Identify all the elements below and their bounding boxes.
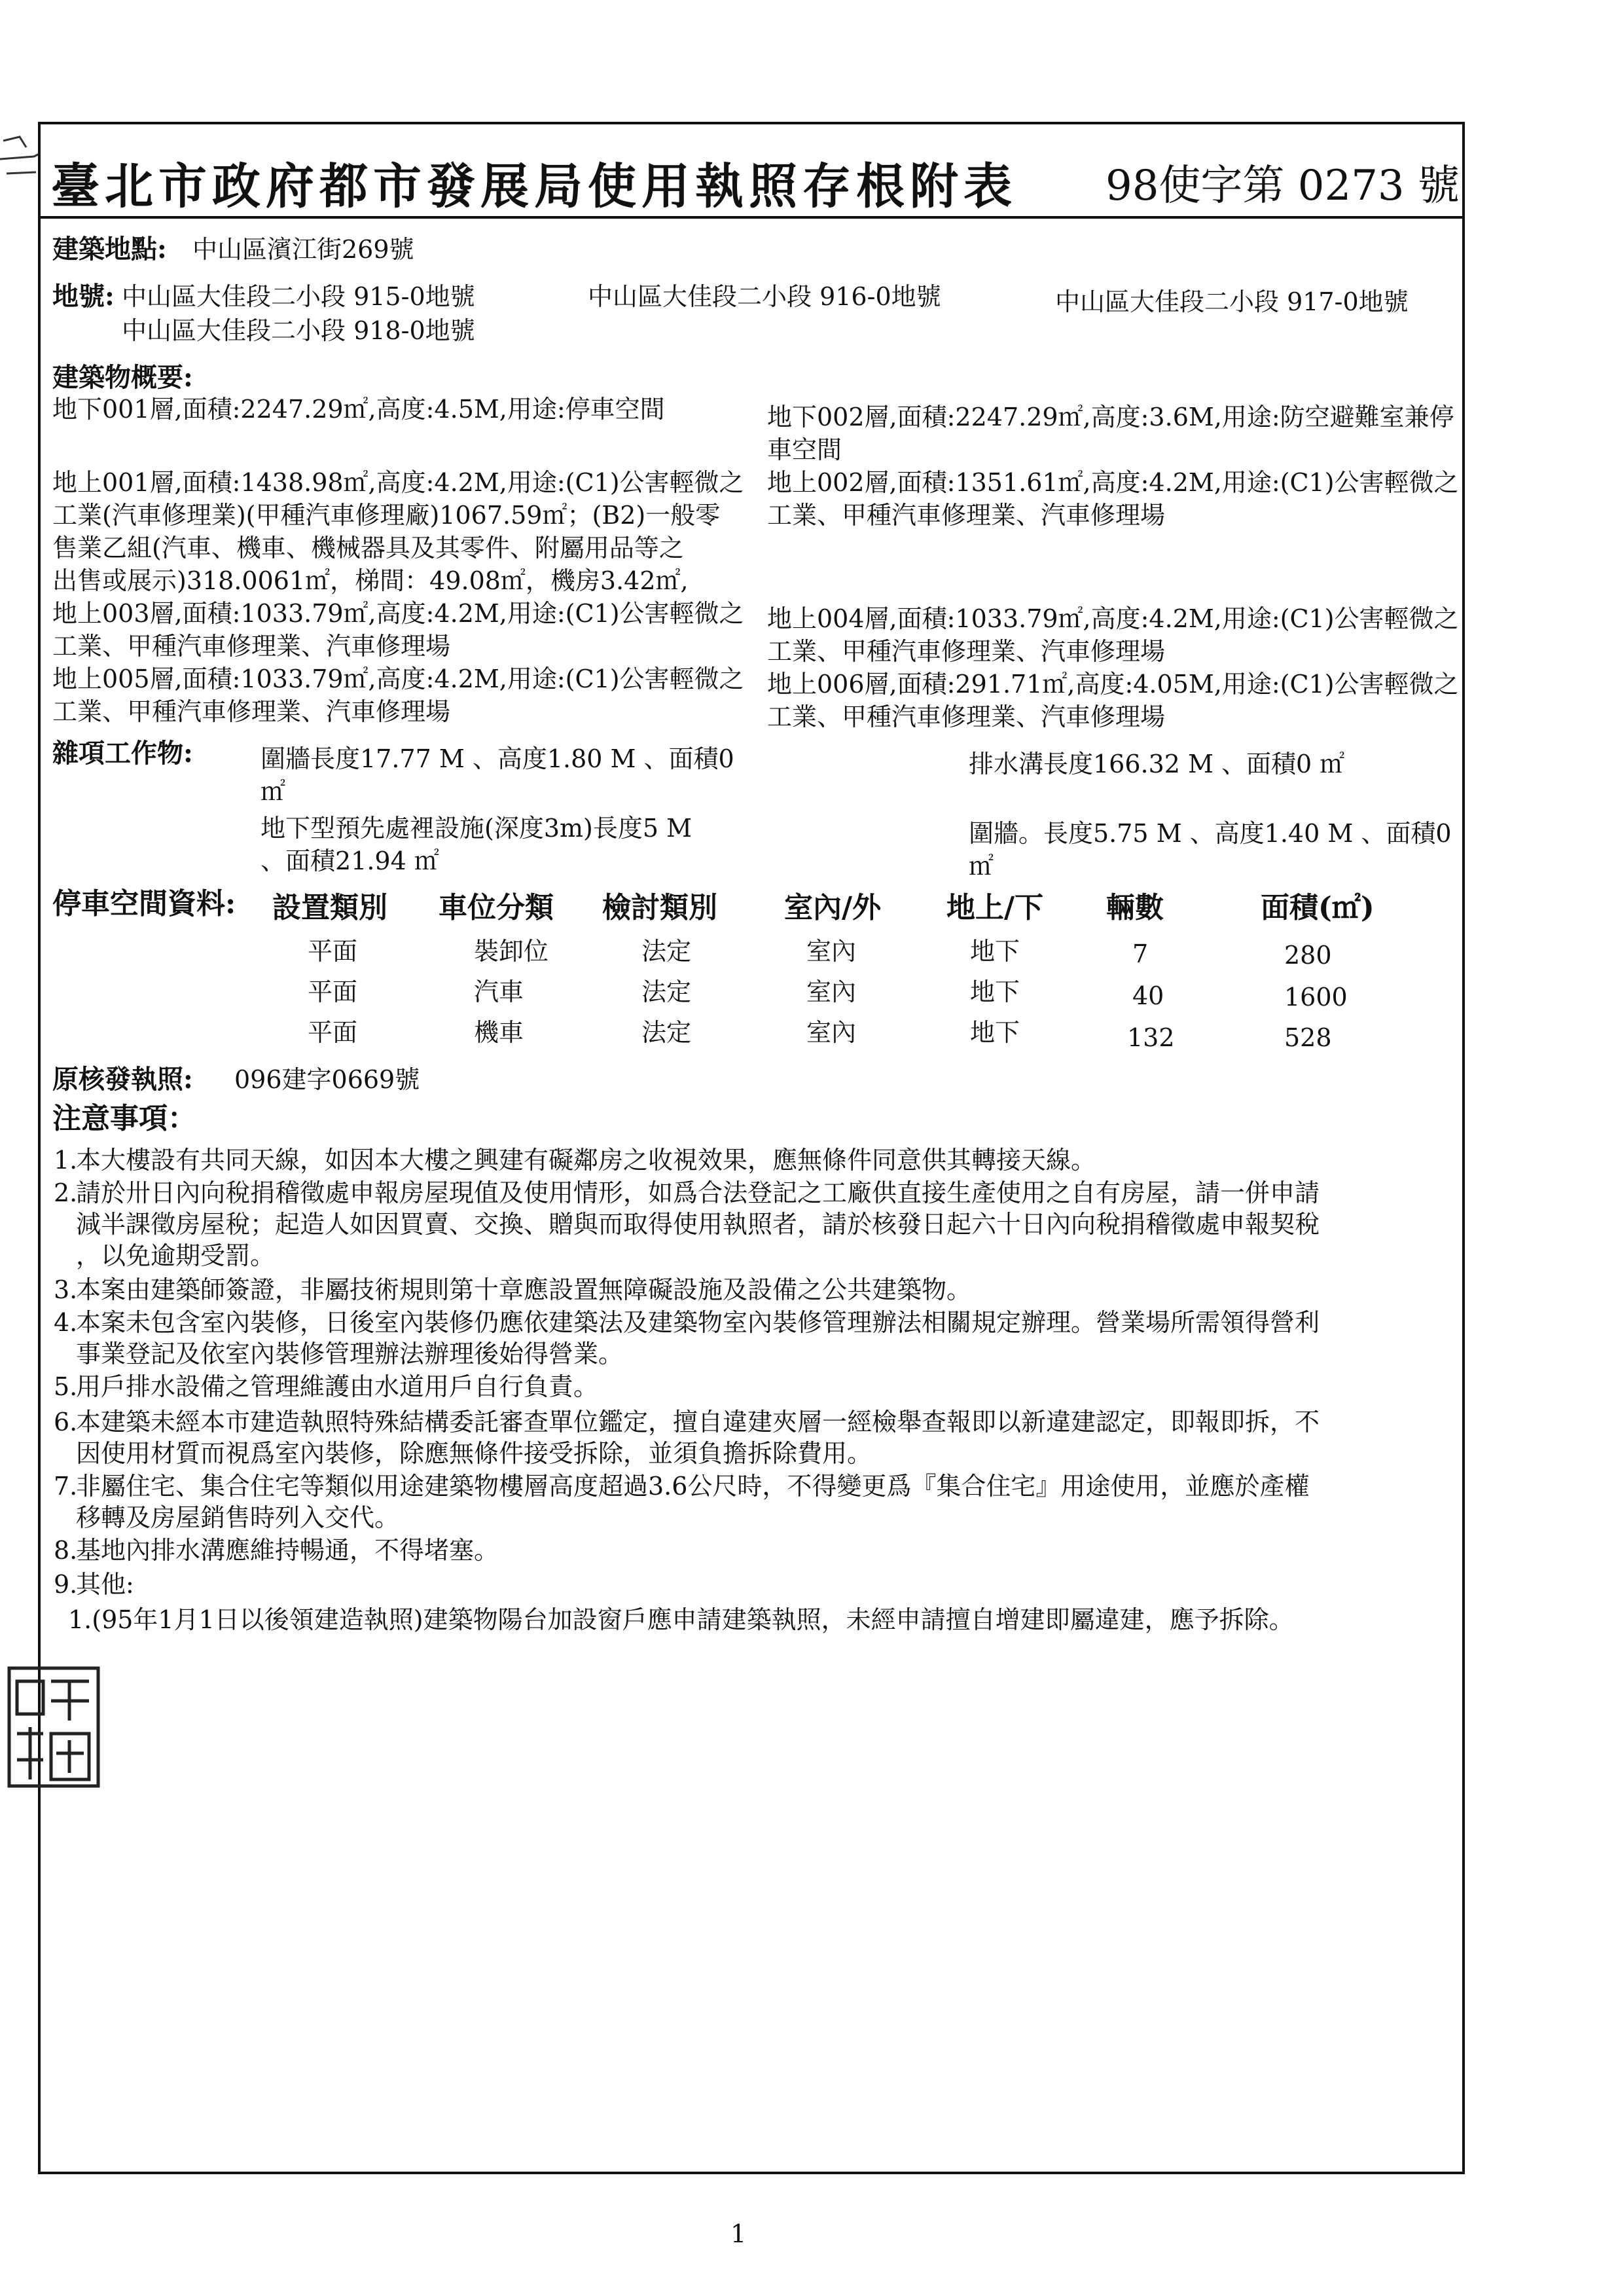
- lot-item: 中山區大佳段二小段 918-0地號: [122, 316, 475, 345]
- note-number: 6.: [54, 1408, 78, 1436]
- floor-line: 工業、甲種汽車修理業、汽車修理場: [52, 697, 451, 726]
- note-item: [54, 1307, 1454, 1370]
- misc-item: [969, 817, 1452, 883]
- misc-line: 圍牆。長度5.75 M 、高度1.40 M 、面積0: [969, 819, 1452, 848]
- floor-line: 工業、甲種汽車修理業、汽車修理場: [767, 702, 1166, 731]
- parking-cell: 汽車: [474, 977, 524, 1006]
- note-number: 9.: [54, 1570, 78, 1599]
- note-line: 其他:: [76, 1570, 134, 1599]
- floor-line: 地上001層,面積:1438.98㎡,高度:4.2M,用途:(C1)公害輕微之: [52, 468, 744, 497]
- misc-line: 地下型預先處裡設施(深度3m)長度5 M: [261, 814, 692, 843]
- note-line: 本案未包含室內裝修，日後室內裝修仍應依建築法及建築物室內裝修管理辦法相關規定辦理。營業場所需領得營利: [76, 1308, 1320, 1337]
- misc-item: [261, 812, 692, 877]
- note-line: 事業登記及依室內裝修管理辦法辦理後始得營業。: [76, 1339, 624, 1368]
- note-item: [54, 1274, 1454, 1305]
- lot-item: 中山區大佳段二小段 915-0地號: [122, 282, 475, 311]
- parking-header-cell: 檢討類別: [602, 891, 717, 924]
- misc-label: 雜項工作物:: [52, 738, 193, 769]
- parking-header-cell: 室內/外: [784, 891, 882, 924]
- floor-line: 地上004層,面積:1033.79㎡,高度:4.2M,用途:(C1)公害輕微之: [767, 604, 1459, 633]
- page-number: 1: [730, 2219, 747, 2248]
- note-line: 用戶排水設備之管理維護由水道用戶自行負責。: [76, 1372, 599, 1401]
- parking-cell: 7: [1132, 939, 1149, 968]
- floor-line: 車空間: [767, 435, 842, 464]
- note-line: 移轉及房屋銷售時列入交代。: [76, 1503, 400, 1532]
- misc-item: [969, 748, 1344, 780]
- floor-entry: [52, 466, 744, 597]
- note-number: 1.: [54, 1146, 78, 1175]
- note-line: 本大樓設有共同天線，如因本大樓之興建有礙鄰房之收視效果，應無條件同意供其轉接天線。: [76, 1146, 1096, 1175]
- floor-entry: [767, 401, 1454, 466]
- floor-line: 工業、甲種汽車修理業、汽車修理場: [767, 501, 1166, 530]
- original-permit-label: 原核發執照:: [52, 1064, 193, 1095]
- note-line: 減半課徵房屋稅；起造人如因買賣、交換、贈與而取得使用執照者，請於核發日起六十日內向稅捐稽徵處申報契稅: [76, 1210, 1320, 1239]
- misc-line: 、面積21.94 ㎡: [261, 847, 439, 875]
- parking-cell: 地下: [970, 937, 1020, 966]
- note-item: [54, 1470, 1454, 1533]
- parking-cell: 平面: [308, 977, 358, 1006]
- parking-cell: 法定: [641, 937, 692, 966]
- misc-line: 圍牆長度17.77 M 、高度1.80 M 、面積0: [261, 744, 734, 773]
- lot-item: 中山區大佳段二小段 916-0地號: [588, 282, 941, 311]
- note-item: [54, 1406, 1454, 1469]
- page-title: 臺北市政府都市發展局使用執照存根附表: [51, 158, 1017, 215]
- parking-cell: 室內: [806, 937, 857, 966]
- note-number: 2.: [54, 1178, 78, 1207]
- note-number: 4.: [54, 1308, 78, 1337]
- floor-entry: [52, 663, 744, 728]
- floor-entry: [767, 668, 1459, 733]
- title-row: [38, 122, 1465, 219]
- parking-cell: 平面: [308, 1018, 358, 1047]
- notes-label: 注意事項：: [52, 1102, 196, 1135]
- floor-line: 工業(汽車修理業)(甲種汽車修理廠)1067.59㎡；(B2)一般零: [52, 501, 721, 530]
- note-item: [54, 1144, 1454, 1176]
- floor-line: 地上006層,面積:291.71㎡,高度:4.05M,用途:(C1)公害輕微之: [767, 670, 1459, 699]
- original-permit-value: 096建字0669號: [234, 1065, 420, 1094]
- floor-entry: [767, 602, 1459, 668]
- seal-stamp: [4, 1662, 102, 1793]
- note-number: 7.: [54, 1472, 78, 1501]
- note-number: 5.: [54, 1372, 78, 1401]
- parking-cell: 室內: [806, 977, 857, 1006]
- parking-header-cell: 輛數: [1106, 891, 1164, 924]
- site-label: 建築地點:: [52, 234, 167, 264]
- parking-cell: 法定: [641, 977, 692, 1006]
- parking-header-cell: 面積(㎡): [1261, 891, 1375, 924]
- note-item: [54, 1371, 1454, 1402]
- misc-line: ㎡: [261, 777, 286, 806]
- parking-cell: 528: [1284, 1023, 1332, 1052]
- note-other-item: 1.(95年1月1日以後領建造執照)建築物陽台加設窗戶應申請建築執照，未經申請擅自增建即屬違建，應予拆除。: [68, 1605, 1294, 1634]
- floor-line: 地上002層,面積:1351.61㎡,高度:4.2M,用途:(C1)公害輕微之: [767, 468, 1459, 497]
- parking-header-cell: 車位分類: [439, 891, 554, 924]
- site-value: 中山區濱江街269號: [192, 235, 414, 264]
- parking-cell: 機車: [474, 1018, 524, 1047]
- parking-header-cell: 地上/下: [946, 891, 1044, 924]
- note-line: 因使用材質而視爲室內裝修，除應無條件接受拆除，並須負擔拆除費用。: [76, 1439, 872, 1468]
- parking-cell: 平面: [308, 937, 358, 966]
- parking-cell: 132: [1127, 1023, 1175, 1052]
- parking-cell: 法定: [641, 1018, 692, 1047]
- lot-item: 中山區大佳段二小段 917-0地號: [1055, 287, 1409, 316]
- floor-entry: [52, 393, 665, 426]
- note-line: 基地內排水溝應維持暢通，不得堵塞。: [76, 1536, 499, 1565]
- parking-cell: 室內: [806, 1018, 857, 1047]
- floor-line: 售業乙組(汽車、機車、機械器具及其零件、附屬用品等之: [52, 534, 684, 562]
- note-item: [54, 1569, 1454, 1600]
- permit-number: 98使字第 0273 號: [1106, 162, 1460, 210]
- parking-cell: 地下: [970, 1018, 1020, 1047]
- misc-line: ㎡: [969, 852, 994, 881]
- lots-label: 地號:: [52, 281, 115, 312]
- misc-line: 排水溝長度166.32 M 、面積0 ㎡: [969, 750, 1345, 778]
- floor-line: 地下002層,面積:2247.29㎡,高度:3.6M,用途:防空避難室兼停: [767, 403, 1454, 431]
- parking-cell: 裝卸位: [474, 937, 549, 966]
- note-line: 本案由建築師簽證，非屬技術規則第十章應設置無障礙設施及設備之公共建築物。: [76, 1275, 972, 1304]
- floor-entry: [52, 597, 744, 663]
- parking-header-cell: 設置類別: [272, 891, 387, 924]
- note-line: 非屬住宅、集合住宅等類似用途建築物樓層高度超過3.6公尺時，不得變更爲『集合住宅』用途使用，並應於產權: [76, 1472, 1310, 1501]
- note-line: 請於卅日內向稅捐稽徵處申報房屋現值及使用情形，如爲合法登記之工廠供直接生產使用之自有房屋，請一併申請: [76, 1178, 1320, 1207]
- parking-cell: 地下: [970, 977, 1020, 1006]
- parking-cell: 1600: [1284, 983, 1348, 1011]
- note-number: 8.: [54, 1536, 78, 1565]
- overview-label: 建築物概要:: [52, 362, 193, 393]
- floor-line: 工業、甲種汽車修理業、汽車修理場: [52, 632, 451, 661]
- floor-line: 地上005層,面積:1033.79㎡,高度:4.2M,用途:(C1)公害輕微之: [52, 665, 744, 693]
- floor-entry: [767, 466, 1459, 532]
- parking-cell: 280: [1284, 941, 1332, 970]
- floor-line: 工業、甲種汽車修理業、汽車修理場: [767, 637, 1166, 666]
- note-item: [54, 1535, 1454, 1566]
- parking-label: 停車空間資料:: [52, 887, 236, 920]
- note-line: 本建築未經本市建造執照特殊結構委託審查單位鑑定，擅自違建夾層一經檢舉查報即以新違建認定，即報即拆，不: [76, 1408, 1320, 1436]
- note-item: [54, 1177, 1454, 1271]
- misc-item: [261, 742, 734, 808]
- parking-cell: 40: [1132, 981, 1164, 1010]
- note-line: ，以免逾期受罰。: [76, 1241, 276, 1270]
- floor-line: 出售或展示)318.0061㎡，梯間：49.08㎡，機房3.42㎡,: [52, 566, 689, 595]
- floor-line: 地上003層,面積:1033.79㎡,高度:4.2M,用途:(C1)公害輕微之: [52, 599, 744, 628]
- note-number: 3.: [54, 1275, 78, 1304]
- floor-line: 地下001層,面積:2247.29㎡,高度:4.5M,用途:停車空間: [52, 395, 665, 424]
